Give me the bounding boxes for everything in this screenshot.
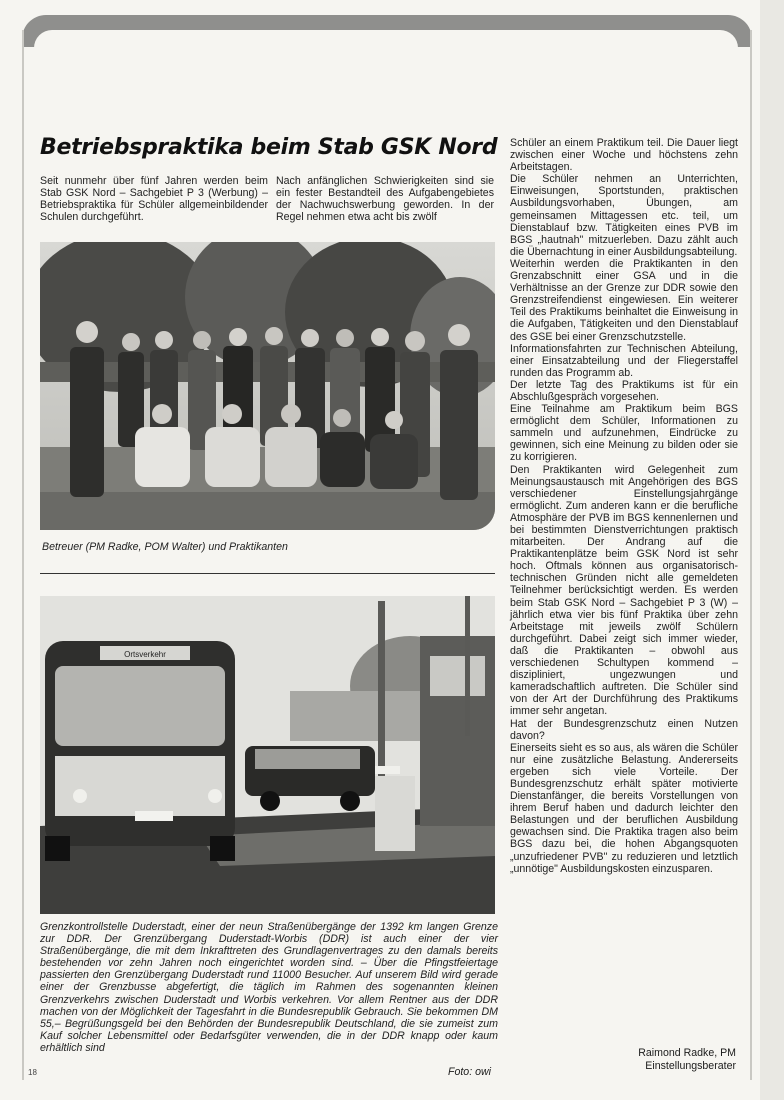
page-frame-right	[750, 30, 752, 1080]
body-paragraph: Der letzte Tag des Praktikums ist für ein Abschlußgespräch vorgesehen.	[510, 378, 738, 403]
author-role: Einstellungsberater	[645, 1060, 736, 1072]
intro-column-1	[40, 175, 268, 223]
checkpoint-photo	[40, 596, 495, 914]
group-photo	[40, 242, 495, 530]
checkpoint-photo-caption: Grenzkontrollstelle Duderstadt, einer der neun Straßenübergänge der 1392 km langen Grenze zur DDR. Der Grenzübergang Duderstadt-Worbis (DDR) ist auch einer der vier Straßenübergänge, die mit dem Inkrafttreten des Grundlagenvertrages zu den damals bereits bestehenden vor zehn Jahren noch eingerichtet worden sind. – Über die Pfingstfeiertage passierten den Grenzübergang Duderstadt rund 11000 Besucher. Auf unserem Bild wird gerade einer der Grenzbusse abgefertigt, die täglich im Rahmen des sogenannten kleinen Grenzverkehrs zwischen Duderstadt und Worbis verkehren. Vor allem Rentner aus der DDR machen von der Möglichkeit der Tagesfahrt in die Bundesrepublik Gebrauch. Sie bekommen DM 55,– Begrüßungsgeld bei den Behörden der Bundesrepublik Deutschland, die sie zumeist zum Kauf solcher Lebensmittel oder Bedarfsgüter verwenden, die in der DDR knapp oder kaum erhältlich sind	[40, 921, 498, 1054]
body-paragraph: Hat der Bundesgrenzschutz einen Nutzen davon?	[510, 717, 738, 742]
author-name: Raimond Radke, PM	[638, 1047, 736, 1059]
group-photo-caption: Betreuer (PM Radke, POM Walter) und Praktikanten	[42, 541, 288, 553]
intro-paragraph-1: Seit nunmehr über fünf Jahren werden beim Stab GSK Nord – Sachgebiet P 3 (Werbung) – Betriebspraktika für Schüler allgemeinbildender Schulen durchgeführt.	[40, 175, 268, 224]
article-headline: Betriebspraktika beim Stab GSK Nord	[40, 135, 498, 160]
body-paragraph: Den Praktikanten wird Gelegenheit zum Meinungsaustausch mit Angehörigen des BGS verschiedener Einstellungsjahrgänge ermöglicht. Zum anderen kann er die berufliche Atmosphäre der PVB im BGS kennenlernen und bei bestimmten Dienstverrichtungen praktisch mitarbeiten. Der Andrang auf die Praktikantenplätze beim GSK Nord ist sehr hoch. Oftmals können aus organisatorisch-technischen Gründen nicht alle gemeldeten Teilnehmer berücksichtigt werden. Es werden beim Stab GSK Nord – Sachgebiet P 3 (W) – jährlich etwa vier bis fünf Praktika über zehn Arbeitstage mit jeweils zwölf Schülern durchgeführt. Dabei zeigt sich immer wieder, daß die Praktikanten – obwohl aus verschiedenen Schultypen kommend – diszipliniert, ungezwungen und kameradschaftlich auftreten. Die Schüler sind von der Art der Durchführung des Praktikums immer sehr angetan.	[510, 463, 738, 718]
body-paragraph: Eine Teilnahme am Praktikum beim BGS ermöglicht dem Schüler, Informationen zu sammeln und aufzunehmen, Eindrücke zu gewinnen, sich eine Meinung zu bilden oder sie zu korrigieren.	[510, 403, 738, 464]
bus-destination-sign: Ortsverkehr	[124, 650, 166, 659]
checkpoint-photo-image	[40, 596, 495, 914]
intro-paragraph-2: Nach anfänglichen Schwierigkeiten sind sie ein fester Bestandteil des Aufgabengebietes der Nachwuchswerbung geworden. In der Regel nehmen etwa acht bis zwölf	[276, 175, 494, 224]
body-paragraph: Die Schüler nehmen an Unterrichten, Einweisungen, Sportstunden, praktischen Ausbildungsvorhaben, Übungen, am gemeinsamen Mittagessen etc. teil, um Dienstablauf bzw. Tätigkeiten eines PVB im BGS „hautnah" mitzuerleben. Dazu zählt auch die Übernachtung in einer Ausbildungsabteilung.	[510, 173, 738, 258]
body-paragraph: Schüler an einem Praktikum teil. Die Dauer liegt zwischen einer Woche und höchstens zehn Arbeitstagen.	[510, 137, 738, 174]
section-divider	[40, 573, 495, 574]
group-photo-image	[40, 242, 495, 530]
body-paragraph: Informationsfahrten zur Technischen Abteilung, einer Einsatzabteilung und der Fliegerstaffel runden das Programm ab.	[510, 342, 738, 379]
body-paragraph: Weiterhin werden die Praktikanten in den Grenzabschnitt einer GSA und in die Verhältnisse an der Grenze zur DDR sowie den Grenzstreifendienst eingewiesen. Ein weiterer Teil des Praktikums beinhaltet die Einweisung in die Aufgaben, Tätigkeiten und den Dienstablauf des GSE bei einer Grenzschutzstelle.	[510, 257, 738, 343]
body-paragraph: Einerseits sieht es so aus, als wären die Schüler nur eine zusätzliche Belastung. Andererseits ergeben sich viele Vorteile. Der Bundesgrenzschutz erhält später motivierte Dienstanfänger, die bereits Vorstellungen von ihrem Beruf haben und dadurch leichter den Belastungen und der beruflichen Ausbildung gewachsen sind. Die Praktika tragen also beim BGS dazu bei, die hohen Abgangsquoten „unzufriedener PVB" zu reduzieren und letztlich „unnötige" Ausbildungskosten einzusparen.	[510, 741, 738, 875]
intro-column-2	[276, 175, 494, 223]
photo-credit: Foto: owi	[448, 1066, 491, 1078]
header-band-inner	[34, 30, 738, 54]
article-body-column	[510, 137, 738, 875]
adjacent-page-edge	[760, 0, 784, 1100]
page-number: 18	[28, 1068, 37, 1077]
page-frame-left	[22, 30, 24, 1080]
